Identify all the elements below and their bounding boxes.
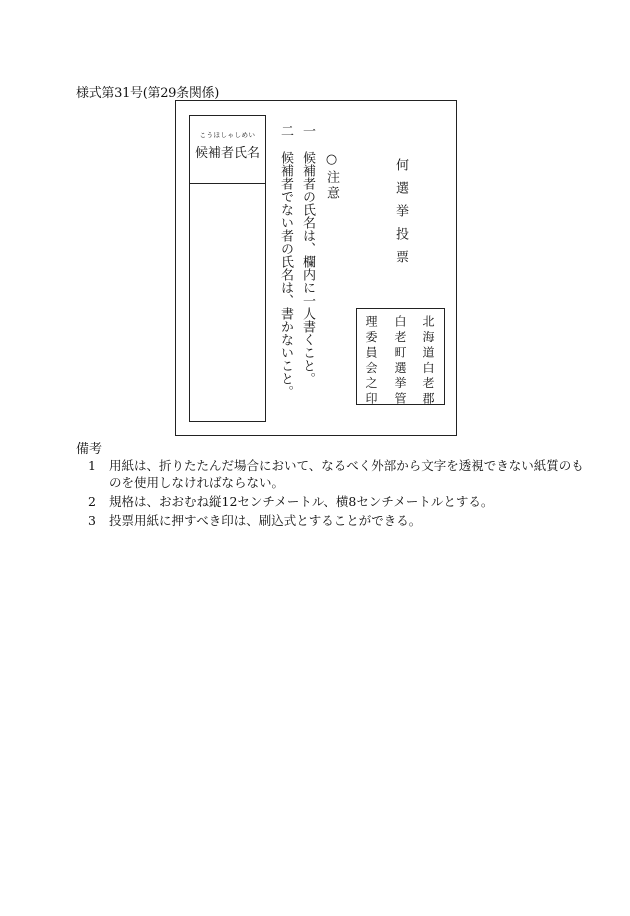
remark-2-number: 2 bbox=[88, 494, 96, 509]
candidate-name-ruby: こうほしゃしめい bbox=[199, 131, 256, 139]
issuer-seal-box bbox=[356, 308, 445, 408]
issuer-line-1: 北海道白老郡 bbox=[421, 315, 435, 408]
candidate-name-box bbox=[189, 115, 266, 422]
form-number-heading: 様式第31号(第29条関係) bbox=[76, 86, 220, 101]
instruction-1-text: 候補者の氏名は、欄内に一人書くこと。 bbox=[300, 151, 315, 385]
candidate-name-header bbox=[190, 116, 265, 184]
ballot-title: 何選挙投票 bbox=[393, 158, 408, 273]
caution-label: ○注意 bbox=[324, 152, 339, 202]
remark-3-line-1: 投票用紙に押すべき印は、刷込式とすることができる。 bbox=[109, 513, 422, 528]
remark-1-number: 1 bbox=[88, 458, 96, 473]
remarks-heading: 備考 bbox=[76, 442, 103, 457]
remark-2 bbox=[88, 496, 493, 509]
candidate-name-label: 候補者氏名 bbox=[194, 145, 260, 161]
remark-3-number: 3 bbox=[88, 513, 96, 528]
instruction-1 bbox=[301, 124, 314, 385]
issuer-line-3: 理委員会之印 bbox=[364, 315, 378, 408]
remark-1 bbox=[88, 460, 584, 473]
remark-3 bbox=[88, 515, 421, 528]
issuer-line-2: 白老町選挙管 bbox=[393, 315, 407, 408]
instruction-1-number: 一 bbox=[300, 124, 315, 137]
remark-1-line-1: 用紙は、折りたたんだ場合において、なるべく外部から文字を透視できない紙質のも bbox=[109, 458, 584, 473]
instruction-2-number: 二 bbox=[278, 124, 293, 137]
instruction-2-text: 候補者でない者の氏名は、書かないこと。 bbox=[278, 151, 293, 398]
remark-1-continuation: のを使用しなければならない。 bbox=[109, 475, 285, 490]
instruction-2 bbox=[279, 124, 292, 398]
remark-2-line-1: 規格は、おおむね縦12センチメートル、横8センチメートルとする。 bbox=[109, 494, 494, 509]
